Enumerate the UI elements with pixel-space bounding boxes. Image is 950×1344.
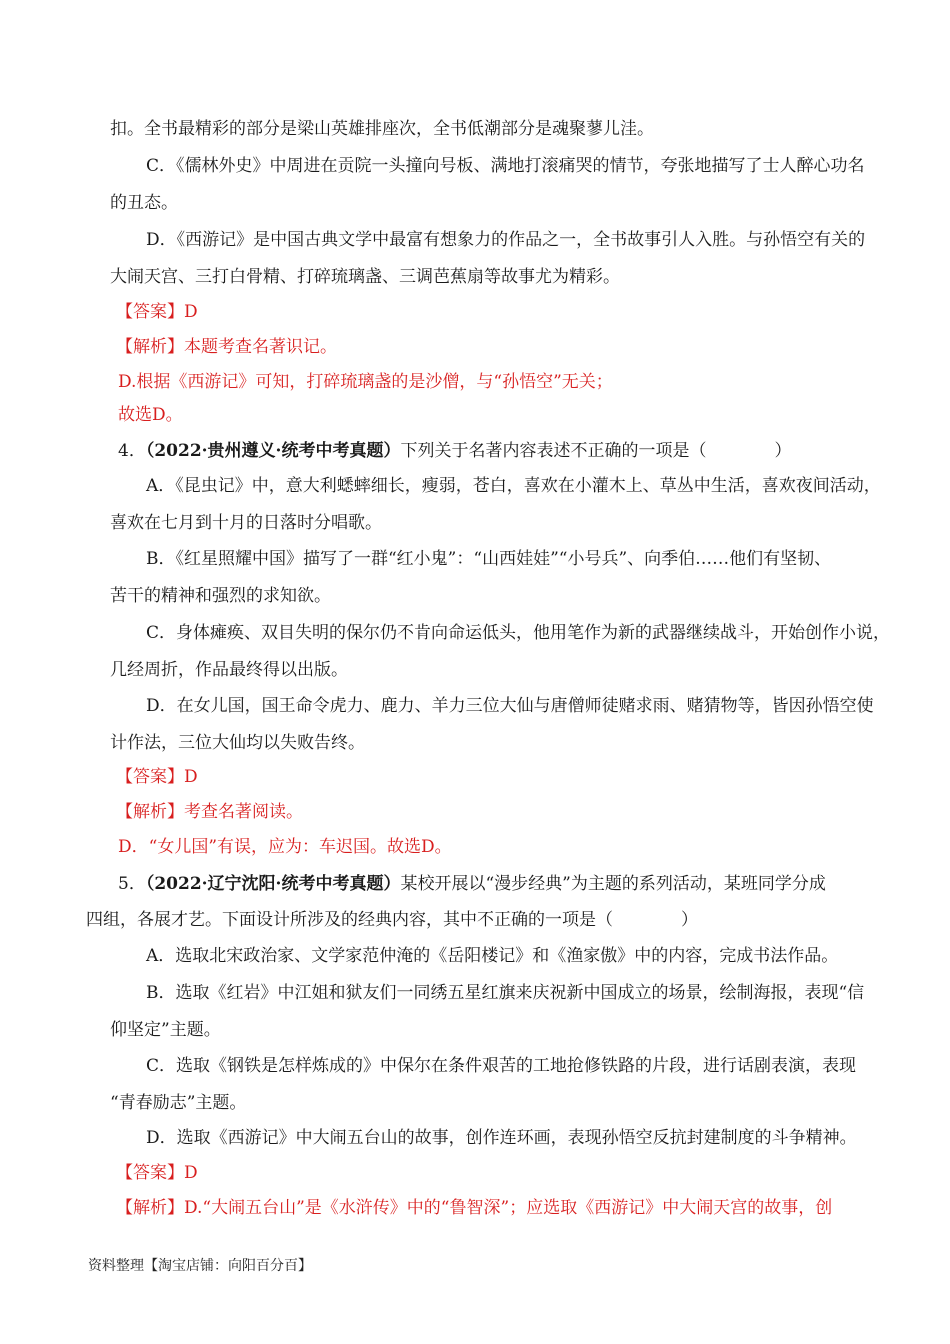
q3-option-d-line2: 大闹天宫、三打白骨精、打碎琉璃盏、三调芭蕉扇等故事尤为精彩。	[110, 267, 620, 287]
q5-option-a: A．选取北宋政治家、文学家范仲淹的《岳阳楼记》和《渔家傲》中的内容，完成书法作品。	[146, 946, 839, 966]
analysis-tag: 【解析】	[116, 802, 184, 822]
analysis-text: D.“大闹五台山”是《水浒传》中的“鲁智深”；应选取《西游记》中大闹天宫的故事，创	[184, 1198, 833, 1218]
analysis-text: 本题考查名著识记。	[184, 337, 337, 357]
q4-analysis	[116, 800, 303, 824]
answer-value: D	[184, 1163, 198, 1183]
q3-answer	[116, 300, 198, 324]
answer-tag: 【答案】	[116, 1163, 184, 1183]
q5-stem-line1	[118, 872, 826, 896]
question-number: 5．	[118, 874, 146, 894]
page-footer: 资料整理【淘宝店铺：向阳百分百】	[88, 1258, 312, 1274]
q4-option-a-line2: 喜欢在七月到十月的日落时分唱歌。	[110, 513, 382, 533]
question-source: （2022·贵州遵义·统考中考真题）	[145, 441, 401, 461]
q4-answer	[116, 765, 198, 789]
q3-explanation-line2: 故选D。	[118, 405, 183, 425]
q4-option-b-line2: 苦干的精神和强烈的求知欲。	[110, 586, 331, 606]
q3-option-c-line1: C．《儒林外史》中周进在贡院一头撞向号板、满地打滚痛哭的情节，夸张地描写了士人醉心功名	[146, 156, 865, 176]
analysis-tag: 【解析】	[116, 337, 184, 357]
question-text: 下列关于名著内容表述不正确的一项是（ ）	[400, 441, 792, 461]
q5-option-b-line2: 仰坚定”主题。	[110, 1020, 221, 1040]
q4-explanation: D．“女儿国”有误，应为：车迟国。故选D。	[118, 837, 452, 857]
answer-tag: 【答案】	[116, 767, 184, 787]
q3-option-c-line2: 的丑态。	[110, 193, 178, 213]
q3-explanation-line1: D.根据《西游记》可知，打碎琉璃盏的是沙僧，与“孙悟空”无关；	[118, 372, 613, 392]
q5-stem-line2: 四组，各展才艺。下面设计所涉及的经典内容，其中不正确的一项是（ ）	[86, 910, 698, 930]
q5-option-d: D．选取《西游记》中大闹五台山的故事，创作连环画，表现孙悟空反抗封建制度的斗争精神。	[146, 1128, 857, 1148]
q4-option-c-line2: 几经周折，作品最终得以出版。	[110, 660, 348, 680]
answer-value: D	[184, 767, 198, 787]
q4-option-d-line1: D．在女儿国，国王命令虎力、鹿力、羊力三位大仙与唐僧师徒赌求雨、赌猜物等，皆因孙悟空使	[146, 696, 874, 716]
question-number: 4．	[118, 441, 146, 461]
q5-answer	[116, 1161, 198, 1185]
q5-option-c-line1: C．选取《钢铁是怎样炼成的》中保尔在条件艰苦的工地抢修铁路的片段，进行话剧表演，表现	[146, 1056, 857, 1076]
answer-tag: 【答案】	[116, 302, 184, 322]
analysis-tag: 【解析】	[116, 1198, 184, 1218]
q5-option-b-line1: B．选取《红岩》中江姐和狱友们一同绣五星红旗来庆祝新中国成立的场景，绘制海报，表现“信	[146, 983, 865, 1003]
q3-option-b-continued: 扣。全书最精彩的部分是梁山英雄排座次，全书低潮部分是魂聚蓼儿洼。	[110, 119, 654, 139]
answer-value: D	[184, 302, 198, 322]
q4-option-d-line2: 计作法，三位大仙均以失败告终。	[110, 733, 365, 753]
q4-option-b-line1: B．《红星照耀中国》描写了一群“红小鬼”：“山西娃娃”“小号兵”、向季伯……他们有坚韧、	[146, 549, 832, 569]
q5-analysis	[116, 1196, 832, 1220]
q4-option-a-line1: A．《昆虫记》中，意大利蟋蟀细长，瘦弱，苍白，喜欢在小灌木上、草丛中生活，喜欢夜间活动，	[146, 476, 881, 496]
q5-option-c-line2: “青春励志”主题。	[110, 1093, 247, 1113]
q3-option-d-line1: D．《西游记》是中国古典文学中最富有想象力的作品之一，全书故事引人入胜。与孙悟空有关的	[146, 230, 866, 250]
q4-stem	[118, 439, 791, 463]
q3-analysis	[116, 335, 337, 359]
q4-option-c-line1: C．身体瘫痪、双目失明的保尔仍不肯向命运低头，他用笔作为新的武器继续战斗，开始创作小说，	[146, 623, 891, 643]
analysis-text: 考查名著阅读。	[184, 802, 303, 822]
question-text: 某校开展以“漫步经典”为主题的系列活动，某班同学分成	[400, 874, 826, 894]
question-source: （2022·辽宁沈阳·统考中考真题）	[145, 874, 401, 894]
